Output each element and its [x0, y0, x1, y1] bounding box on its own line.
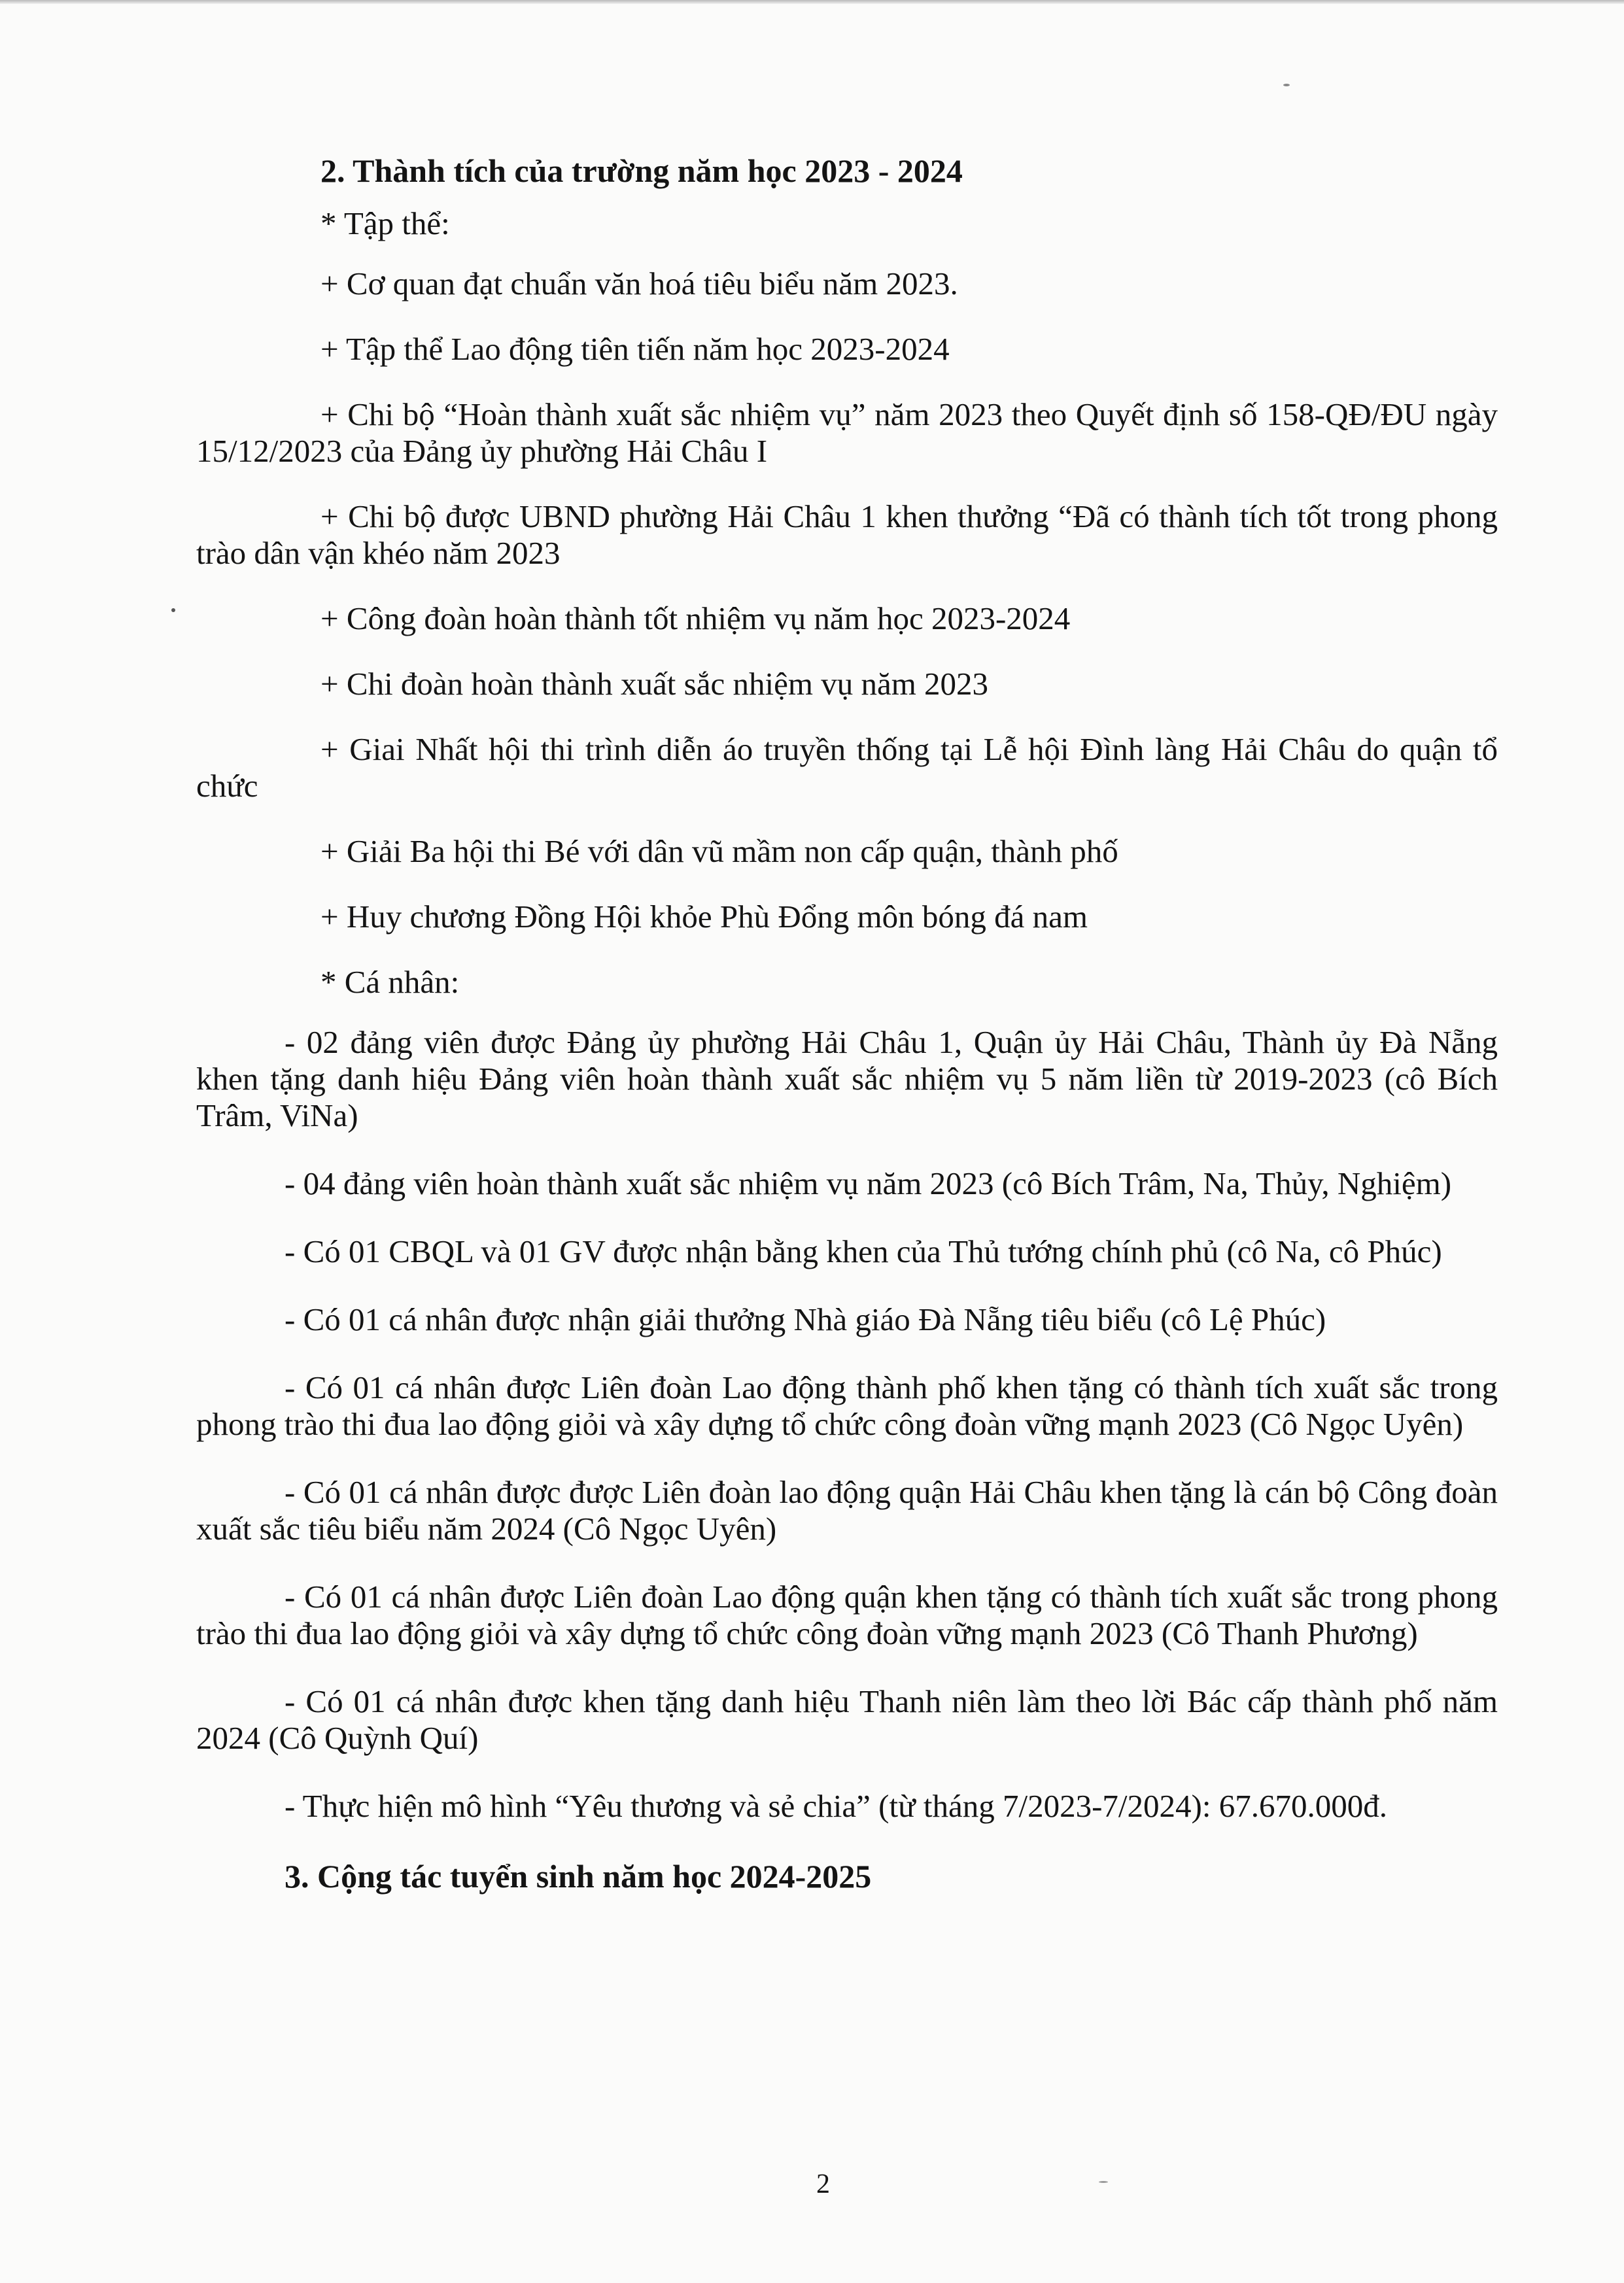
- page-number: 2: [816, 2169, 830, 2199]
- individual-item: - Có 01 cá nhân được Liên đoàn Lao động quận khen tặng có thành tích xuất sắc trong phong trào thi đua lao động giỏi và xây dựng tổ chức công đoàn vững mạnh 2023 (Cô Thanh Phương): [196, 1579, 1498, 1651]
- collective-item: + Giai Nhất hội thi trình diễn áo truyền thống tại Lễ hội Đình làng Hải Châu do quận tổ chức: [196, 731, 1498, 804]
- collective-item: + Huy chương Đồng Hội khỏe Phù Đổng môn bóng đá nam: [320, 899, 1088, 935]
- collective-item: + Chi đoàn hoàn thành xuất sắc nhiệm vụ năm 2023: [320, 666, 989, 702]
- individual-item: - Có 01 CBQL và 01 GV được nhận bằng khen của Thủ tướng chính phủ (cô Na, cô Phúc): [285, 1233, 1442, 1269]
- section-2-heading: 2. Thành tích của trường năm học 2023 - 2024: [320, 152, 963, 189]
- scan-speck: [171, 608, 175, 612]
- individual-label: * Cá nhân:: [320, 964, 460, 1000]
- scan-speck: [1099, 2181, 1108, 2183]
- individual-item: - Có 01 cá nhân được nhận giải thưởng Nhà giáo Đà Nẵng tiêu biểu (cô Lệ Phúc): [285, 1301, 1326, 1337]
- scan-speck: [1283, 84, 1290, 86]
- individual-item: - Có 01 cá nhân được được Liên đoàn lao động quận Hải Châu khen tặng là cán bộ Công đoàn xuất sắc tiêu biểu năm 2024 (Cô Ngọc Uyên): [196, 1474, 1498, 1547]
- collective-item: + Chi bộ được UBND phường Hải Châu 1 khen thưởng “Đã có thành tích tốt trong phong trào dân vận khéo năm 2023: [196, 498, 1498, 571]
- collective-label: * Tập thể:: [320, 205, 450, 241]
- individual-item: - 02 đảng viên được Đảng ủy phường Hải Châu 1, Quận ủy Hải Châu, Thành ủy Đà Nẵng khen tặng danh hiệu Đảng viên hoàn thành xuất sắc nhiệm vụ 5 năm liền từ 2019-2023 (cô Bích Trâm, ViNa): [196, 1024, 1498, 1133]
- collective-item: + Tập thể Lao động tiên tiến năm học 2023-2024: [320, 331, 950, 367]
- collective-item: + Giải Ba hội thi Bé với dân vũ mầm non cấp quận, thành phố: [320, 833, 1118, 869]
- individual-item: - Thực hiện mô hình “Yêu thương và sẻ chia” (từ tháng 7/2023-7/2024): 67.670.000đ.: [285, 1788, 1387, 1824]
- section-3-heading: 3. Cộng tác tuyển sinh năm học 2024-2025: [285, 1858, 872, 1895]
- collective-item: + Cơ quan đạt chuẩn văn hoá tiêu biểu năm 2023.: [320, 266, 958, 301]
- page-top-edge: [0, 0, 1624, 4]
- individual-item: - Có 01 cá nhân được khen tặng danh hiệu Thanh niên làm theo lời Bác cấp thành phố năm 2024 (Cô Quỳnh Quí): [196, 1683, 1498, 1756]
- collective-item: + Công đoàn hoàn thành tốt nhiệm vụ năm học 2023-2024: [320, 600, 1071, 636]
- individual-item: - Có 01 cá nhân được Liên đoàn Lao động thành phố khen tặng có thành tích xuất sắc trong phong trào thi đua lao động giỏi và xây dựng tổ chức công đoàn vững mạnh 2023 (Cô Ngọc Uyên): [196, 1369, 1498, 1442]
- document-page: [196, 150, 1498, 1911]
- individual-item: - 04 đảng viên hoàn thành xuất sắc nhiệm vụ năm 2023 (cô Bích Trâm, Na, Thủy, Nghiệm): [285, 1165, 1452, 1201]
- collective-item: + Chi bộ “Hoàn thành xuất sắc nhiệm vụ” năm 2023 theo Quyết định số 158-QĐ/ĐU ngày 15/12/2023 của Đảng ủy phường Hải Châu I: [196, 396, 1498, 469]
